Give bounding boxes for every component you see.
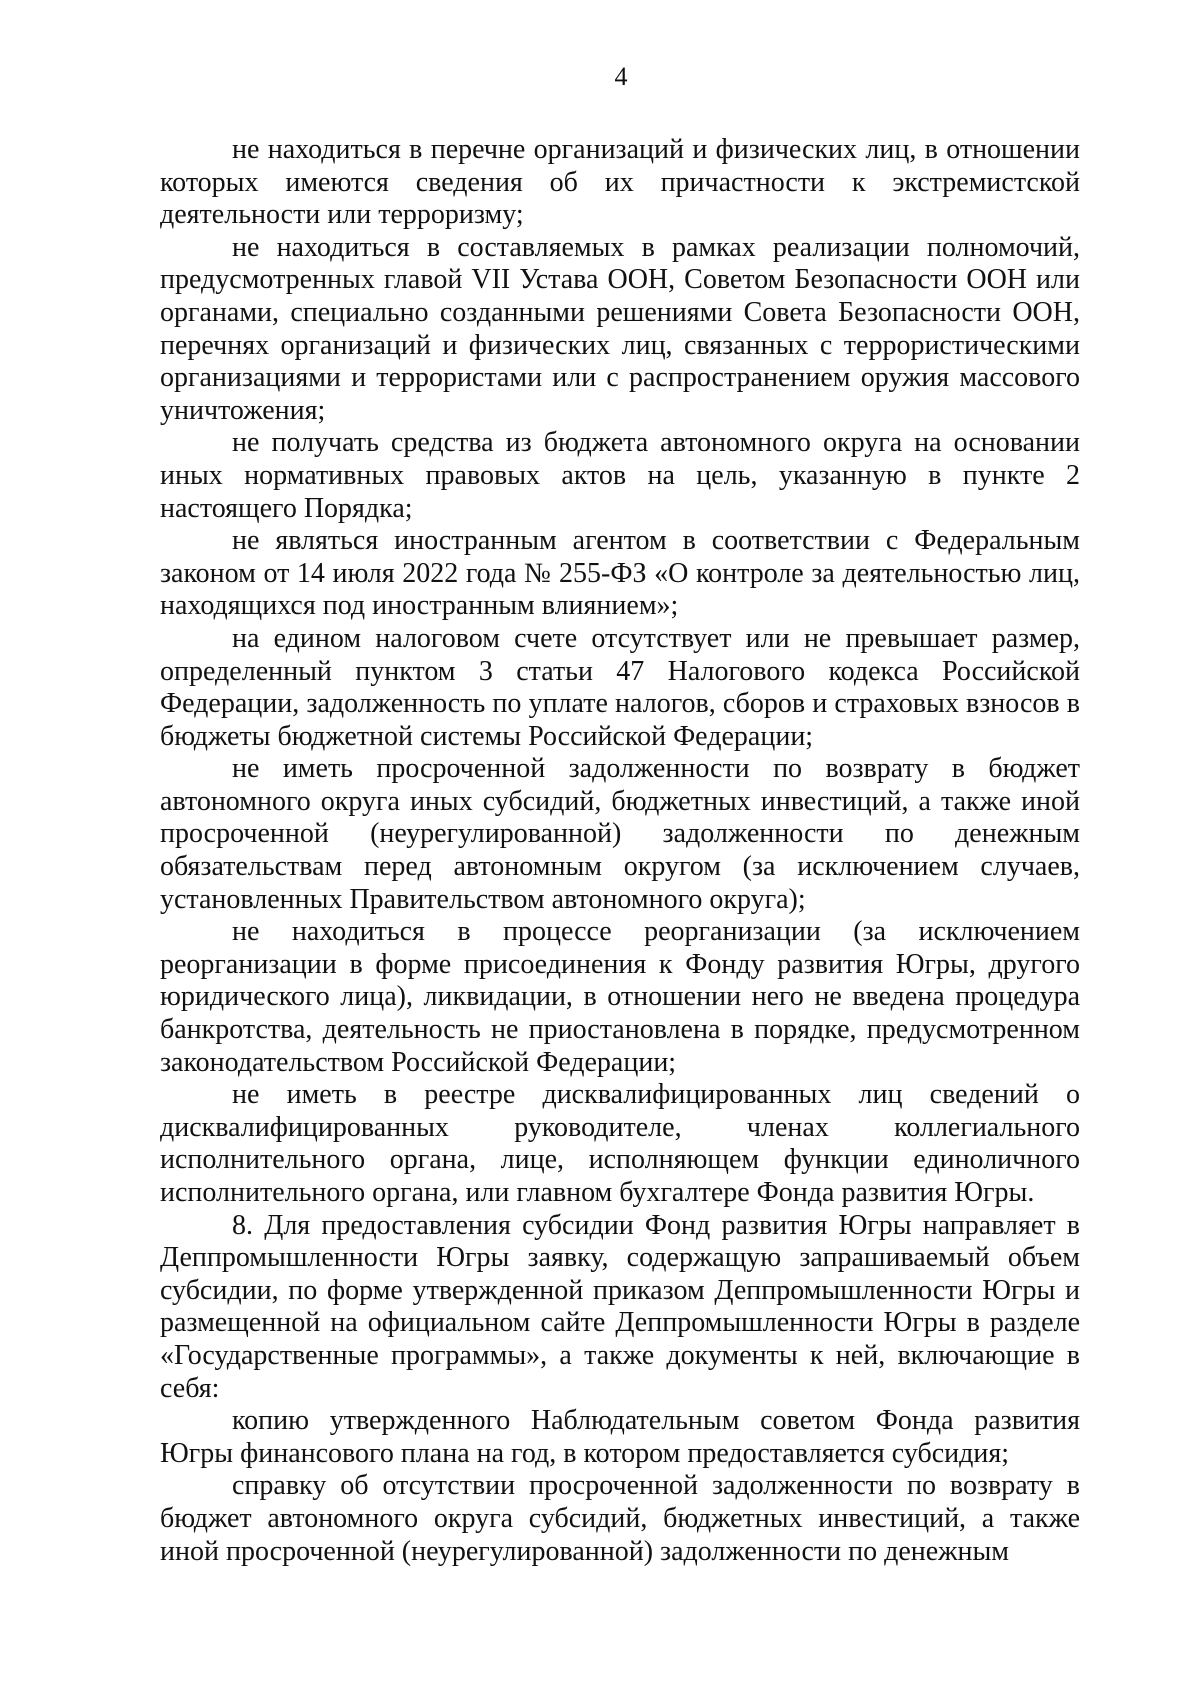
paragraph-disqualified-persons: не иметь в реестре дисквалифицированных лиц сведений о дисквалифицированных руководителе, членах коллегиального исполнительного органа, лице, исполняющем функции единоличного исполнительного органа, или главном бухгалтере Фонда развития Югры. xyxy=(160,1079,1080,1208)
paragraph-un-sanctions-list: не находиться в составляемых в рамках реализации полномочий, предусмотренных главой VII Устава ООН, Советом Безопасности ООН или органами, специально созданными решениями Совета Безопасности ООН, перечнях организаций и физических лиц, связанных с террористическими организациями и террористами или с распространением оружия массового уничтожения; xyxy=(160,231,1080,426)
paragraph-financial-plan-copy: копию утвержденного Наблюдательным советом Фонда развития Югры финансового плана на год, в котором предоставляется субсидия; xyxy=(160,1405,1080,1469)
paragraph-debt-certificate: справку об отсутствии просроченной задолженности по возврату в бюджет автономного округа субсидий, бюджетных инвестиций, а также иной просроченной (неурегулированной) задолженности по денежным xyxy=(160,1470,1080,1567)
paragraph-extremism-list: не находиться в перечне организаций и физических лиц, в отношении которых имеются сведения об их причастности к экстремистской деятельности или терроризму; xyxy=(160,134,1080,231)
paragraph-overdue-debt: не иметь просроченной задолженности по возврату в бюджет автономного округа иных субсидий, бюджетных инвестиций, а также иной просроченной (неурегулированной) задолженности по денежным обязательствам перед автономным округом (за исключением случаев, установленных Правительством автономного округа); xyxy=(160,753,1080,915)
paragraph-section-8-application: 8. Для предоставления субсидии Фонд развития Югры направляет в Деппромышленности Югры заявку, содержащую запрашиваемый объем субсидии, по форме утвержденной приказом Деппромышленности Югры и размещенной на официальном сайте Деппромышленности Югры в разделе «Государственные программы», а также документы к ней, включающие в себя: xyxy=(160,1209,1080,1404)
paragraph-reorganization: не находиться в процессе реорганизации (за исключением реорганизации в форме присоединения к Фонду развития Югры, другого юридического лица), ликвидации, в отношении него не введена процедура банкротства, деятельность не приостановлена в порядке, предусмотренном законодательством Российской Федерации; xyxy=(160,916,1080,1078)
paragraph-foreign-agent: не являться иностранным агентом в соответствии с Федеральным законом от 14 июля 2022 года № 255-ФЗ «О контроле за деятельностью лиц, находящихся под иностранным влиянием»; xyxy=(160,525,1080,622)
document-body xyxy=(160,134,1080,1568)
page-number: 4 xyxy=(614,62,628,91)
paragraph-no-other-budget-funds: не получать средства из бюджета автономного округа на основании иных нормативных правовых актов на цель, указанную в пункте 2 настоящего Порядка; xyxy=(160,427,1080,524)
paragraph-tax-account: на едином налоговом счете отсутствует или не превышает размер, определенный пунктом 3 статьи 47 Налогового кодекса Российской Федерации, задолженность по уплате налогов, сборов и страховых взносов в бюджеты бюджетной системы Российской Федерации; xyxy=(160,622,1080,752)
